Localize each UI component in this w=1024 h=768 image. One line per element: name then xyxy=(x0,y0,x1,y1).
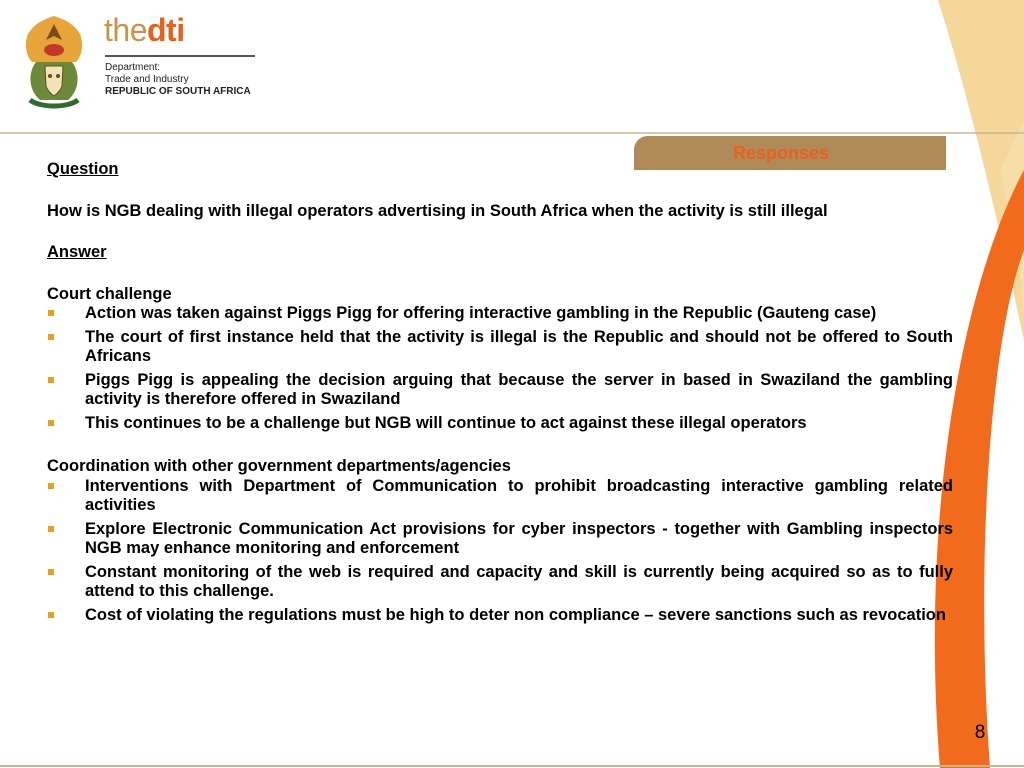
list-item: Interventions with Department of Communication to prohibit broadcasting interactive gambling related activities xyxy=(47,477,953,516)
section-title-coordination: Coordination with other government departments/agencies xyxy=(47,457,511,475)
list-item: Constant monitoring of the web is required and capacity and skill is currently being acquired so as to fully attend to this challenge. xyxy=(47,563,953,602)
list-item: Explore Electronic Communication Act provisions for cyber inspectors - together with Gambling inspectors NGB may enhance monitoring and enforcement xyxy=(47,520,953,559)
court-bullet-list xyxy=(47,304,953,433)
dept-line-1: Department: xyxy=(105,62,161,73)
list-item: This continues to be a challenge but NGB will continue to act against these illegal operators xyxy=(47,414,953,434)
answer-heading: Answer xyxy=(47,243,107,261)
slide-content xyxy=(47,160,953,629)
question-text: How is NGB dealing with illegal operators advertising in South Africa when the activity is still illegal xyxy=(47,201,828,220)
page-number: 8 xyxy=(974,722,986,743)
dti-brand-wordmark xyxy=(104,12,185,49)
brand-the: the xyxy=(104,12,147,48)
department-name xyxy=(105,62,251,98)
list-item: Cost of violating the regulations must be high to deter non compliance – severe sanctions such as revocation xyxy=(47,606,953,626)
section-title-court: Court challenge xyxy=(47,284,172,303)
list-item: Piggs Pigg is appealing the decision arguing that because the server in based in Swaziland the gambling activity is therefore offered in Swaziland xyxy=(47,371,953,410)
brand-dti: dti xyxy=(146,12,185,48)
brand-divider xyxy=(105,55,255,57)
question-heading: Question xyxy=(47,160,119,178)
list-item: The court of first instance held that the activity is illegal is the Republic and should not be offered to South Africans xyxy=(47,328,953,367)
list-item: Action was taken against Piggs Pigg for offering interactive gambling in the Republic (Gauteng case) xyxy=(47,304,953,324)
dti-logo xyxy=(18,10,268,110)
dept-line-3: REPUBLIC OF SOUTH AFRICA xyxy=(105,86,251,97)
dept-line-2: Trade and Industry xyxy=(105,74,189,85)
coat-of-arms-icon xyxy=(18,10,90,110)
coordination-bullet-list xyxy=(47,477,953,626)
responses-tab-label: Responses xyxy=(732,143,830,163)
